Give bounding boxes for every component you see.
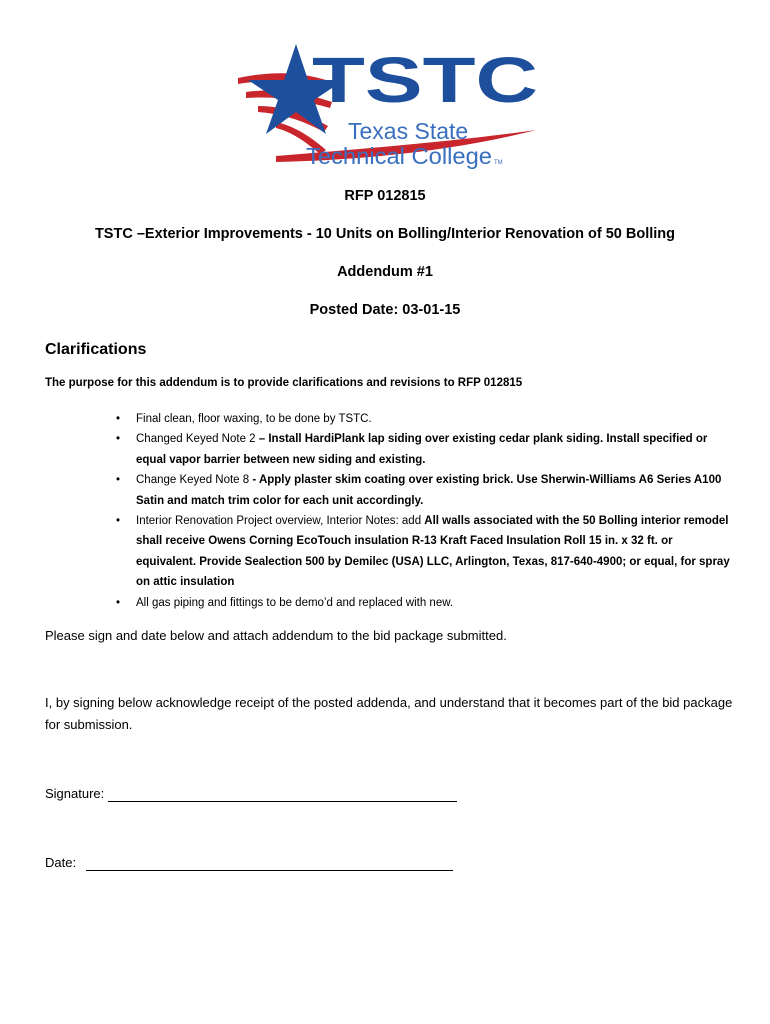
list-item bbox=[112, 470, 732, 511]
item-text: Interior Renovation Project overview, Interior Notes: add bbox=[136, 515, 425, 528]
bullet-icon: • bbox=[116, 433, 121, 446]
item-text-bold: All walls associated with the 50 Bolling interior remodel shall receive Owens Corning EcoTouch insulation R-13 Kraft Faced Insulation Roll 15 in. x 32 ft. or equivalent. Provide Sealection 500 by Demilec (USA) LLC, Arlington, Texas, 817-640-4900; or equal, for spray on attic insulation bbox=[136, 515, 730, 589]
item-text: All gas piping and fittings to be demo’d and replaced with new. bbox=[136, 596, 454, 609]
instruction-text: Please sign and date below and attach addendum to the bid package submitted. bbox=[45, 628, 507, 643]
date-label: Date: bbox=[45, 855, 77, 870]
rfp-number: RFP 012815 bbox=[344, 188, 426, 204]
bullet-icon: • bbox=[116, 596, 121, 609]
addendum-number: Addendum #1 bbox=[337, 264, 433, 280]
logo-tm: TM bbox=[494, 160, 503, 166]
date-field[interactable] bbox=[86, 870, 453, 871]
list-item bbox=[112, 409, 732, 429]
logo-acronym: TSTC bbox=[312, 44, 538, 116]
clarification-list bbox=[112, 409, 732, 613]
item-text: Change Keyed Note 8 bbox=[136, 474, 253, 487]
item-text-bold: – Install HardiPlank lap siding over existing cedar plank siding. Install specified or equal vapor barrier between new siding and existing. bbox=[136, 433, 708, 466]
bullet-icon: • bbox=[116, 413, 121, 425]
list-item bbox=[112, 593, 732, 613]
list-item bbox=[112, 429, 732, 470]
signature-label: Signature: bbox=[45, 786, 105, 801]
tstc-logo bbox=[236, 44, 542, 172]
item-text-bold: - Apply plaster skim coating over existing brick. Use Sherwin-Williams A6 Series A100 Satin and match trim color for each unit accordingly. bbox=[136, 474, 722, 507]
bullet-icon: • bbox=[116, 474, 121, 487]
section-title: Clarifications bbox=[45, 341, 147, 358]
bullet-icon: • bbox=[116, 515, 121, 528]
signature-field[interactable] bbox=[108, 801, 457, 802]
purpose-statement: The purpose for this addendum is to provide clarifications and revisions to RFP 012815 bbox=[45, 377, 523, 389]
acknowledgement-text: I, by signing below acknowledge receipt of the posted addenda, and understand that it becomes part of the bid package for submission. bbox=[45, 695, 733, 732]
tstc-logo-graphic bbox=[236, 44, 542, 172]
item-text: Final clean, floor waxing, to be done by TSTC. bbox=[136, 413, 372, 425]
posted-date: Posted Date: 03-01-15 bbox=[309, 302, 461, 318]
item-text: Changed Keyed Note 2 bbox=[136, 433, 259, 446]
logo-line2: Technical College bbox=[306, 143, 492, 169]
project-title: TSTC –Exterior Improvements - 10 Units on Bolling/Interior Renovation of 50 Bolling bbox=[94, 226, 676, 242]
logo-line1: Texas State bbox=[348, 118, 469, 144]
list-item bbox=[112, 511, 732, 593]
